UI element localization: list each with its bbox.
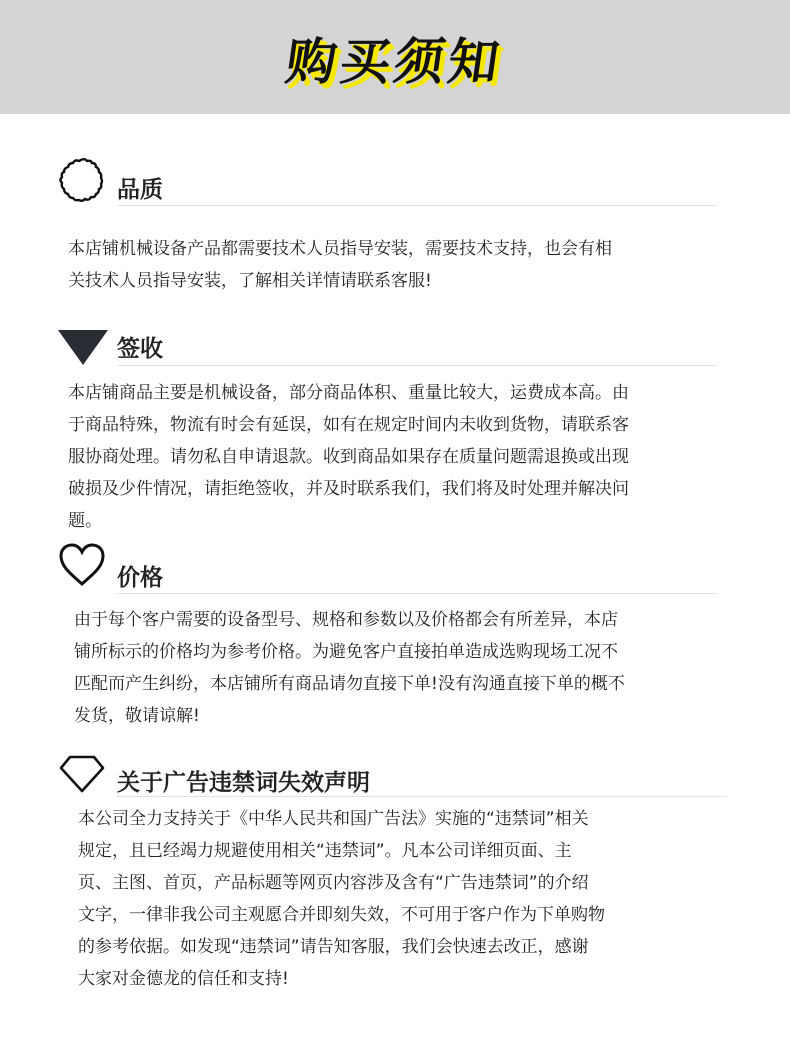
heart-icon <box>58 543 106 587</box>
header-banner <box>0 0 790 114</box>
body-line: 铺所标示的价格均为参考价格。为避免客户直接拍单造成选购现场工况不 <box>74 642 618 662</box>
section-quality-body <box>68 233 718 297</box>
body-line: 本公司全力支持关于《中华人民共和国广告法》实施的“违禁词”相关 <box>78 809 589 829</box>
section-disclaimer-body <box>78 803 728 995</box>
section-price-title: 价格 <box>117 565 163 591</box>
body-line: 大家对金德龙的信任和支持! <box>78 969 289 989</box>
section-signing-title: 签收 <box>117 336 163 362</box>
diamond-icon <box>58 754 106 794</box>
section-signing-divider <box>117 365 717 366</box>
body-line: 文字，一律非我公司主观愿合并即刻失效，不可用于客户作为下单购物 <box>78 905 605 925</box>
section-price-divider <box>117 593 717 594</box>
body-line: 由于每个客户需要的设备型号、规格和参数以及价格都会有所差异，本店 <box>74 610 618 630</box>
section-price-header <box>58 543 718 593</box>
body-line: 题。 <box>68 511 102 531</box>
scalloped-circle-icon <box>58 157 104 203</box>
section-signing-header <box>58 325 718 375</box>
section-price-body <box>74 604 724 732</box>
section-disclaimer-header <box>58 752 728 802</box>
section-disclaimer-divider <box>117 796 727 797</box>
body-line: 发货，敬请谅解! <box>74 706 200 726</box>
body-line: 的参考依据。如发现“违禁词”请告知客服，我们会快速去改正，感谢 <box>78 937 589 957</box>
body-line: 规定，且已经竭力规避使用相关“违禁词”。凡本公司详细页面、主 <box>78 841 572 861</box>
body-line: 本店铺机械设备产品都需要技术人员指导安装，需要技术支持，也会有相 <box>68 239 612 259</box>
body-line: 本店铺商品主要是机械设备，部分商品体积、重量比较大，运费成本高。由 <box>68 383 629 403</box>
section-quality-divider <box>117 205 717 206</box>
body-line: 页、主图、首页，产品标题等网页内容涉及含有“广告违禁词”的介绍 <box>78 873 589 893</box>
section-quality-title: 品质 <box>117 177 163 203</box>
body-line: 服协商处理。请勿私自申请退款。收到商品如果存在质量问题需退换或出现 <box>68 447 629 467</box>
down-triangle-icon <box>58 328 108 368</box>
section-signing-body <box>68 377 728 537</box>
body-line: 于商品特殊，物流有时会有延误，如有在规定时间内未收到货物，请联系客 <box>68 415 629 435</box>
body-line: 关技术人员指导安装，了解相关详情请联系客服! <box>68 271 432 291</box>
section-disclaimer-title: 关于广告违禁词失效声明 <box>117 770 370 796</box>
body-line: 破损及少件情况，请拒绝签收，并及时联系我们，我们将及时处理并解决问 <box>68 479 629 499</box>
body-line: 匹配而产生纠纷，本店铺所有商品请勿直接下单!没有沟通直接下单的概不 <box>74 674 625 694</box>
page-title: 购买须知 <box>282 33 507 91</box>
section-quality-header <box>58 157 718 207</box>
